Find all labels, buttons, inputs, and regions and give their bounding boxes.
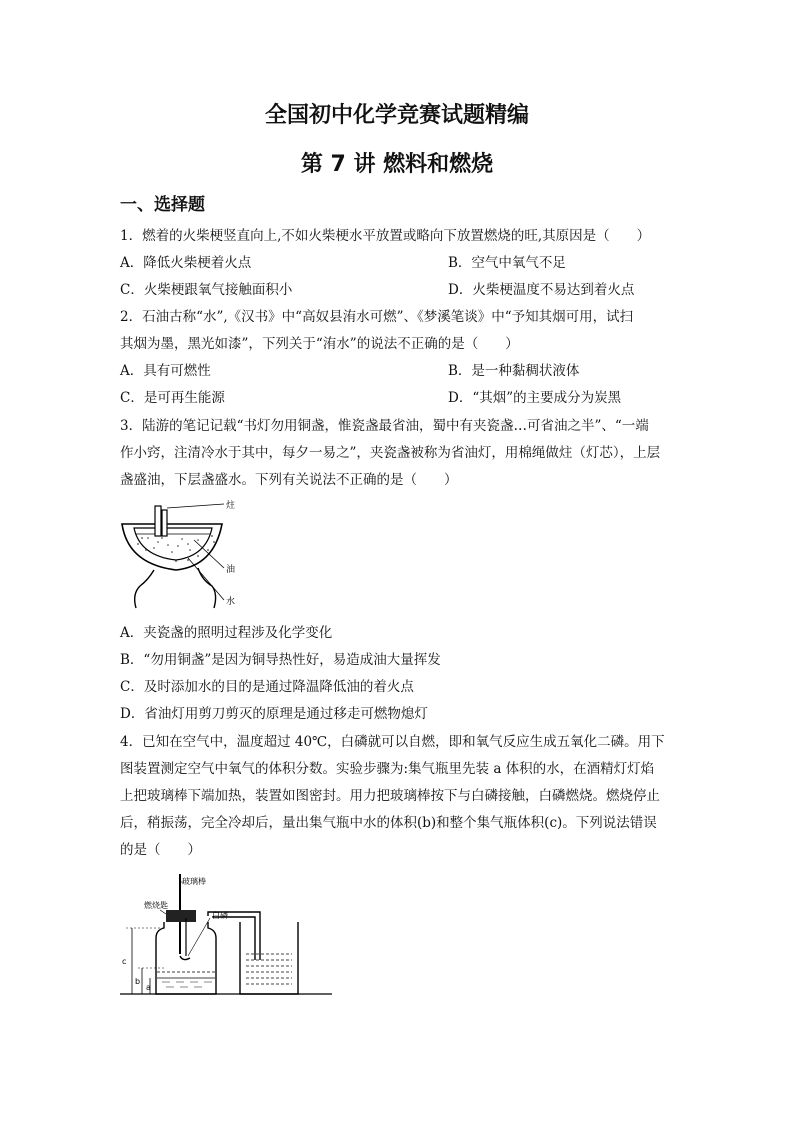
question-3-option-b: B．“勿用铜盏”是因为铜导热性好，易造成油大量挥发: [120, 652, 441, 668]
question-4-stem-line: 的是（ ）: [120, 842, 201, 858]
figure-label-a: a: [146, 983, 151, 992]
figure-label-combustion-spoon: 燃烧匙: [144, 901, 168, 910]
oil-lamp-figure: [118, 498, 248, 610]
figure-label-wick: 炷: [226, 501, 236, 511]
figure-label-glass-rod: 玻璃棒: [182, 877, 206, 886]
question-3-option-d: D．省油灯用剪刀剪灭的原理是通过移走可燃物熄灯: [120, 706, 428, 722]
question-3-option-c: C．及时添加水的目的是通过降温降低油的着火点: [120, 679, 414, 695]
question-1-stem: 1．燃着的火柴梗竖直向上,不如火柴梗水平放置或略向下放置燃烧的旺,其原因是（ ）: [120, 228, 651, 244]
question-1-option-b: B．空气中氧气不足: [448, 255, 566, 271]
question-2-stem-line: 其烟为墨，黑光如漆”，下列关于“洧水”的说法不正确的是（ ）: [120, 336, 519, 352]
question-4-stem-line: 图装置测定空气中氧气的体积分数。实验步骤为:集气瓶里先装 a 体积的水，在酒精灯灯焰: [120, 761, 655, 777]
question-4-stem-line: 4．已知在空气中，温度超过 40℃，白磷就可以自燃，即和氧气反应生成五氧化二磷。用下: [120, 734, 665, 750]
page-title: 全国初中化学竞赛试题精编: [264, 103, 529, 128]
question-2-stem-line: 2．石油古称“水”,《汉书》中“高奴县洧水可燃”、《梦溪笔谈》中“予知其烟可用，试扫: [120, 309, 634, 325]
question-2-option-c: C．是可再生能源: [120, 390, 225, 406]
section-heading: 一、选择题: [120, 195, 205, 215]
question-4-stem-line: 上把玻璃棒下端加热，装置如图密封。用力把玻璃棒按下与白磷接触，白磷燃烧。燃烧停止: [120, 788, 660, 804]
question-3-option-a: A．夹瓷盏的照明过程涉及化学变化: [120, 625, 333, 641]
question-3-stem-line: 作小窍，注清冷水于其中，每夕一易之”，夹瓷盏被称为省油灯，用棉绳做炷（灯芯），上层: [120, 445, 661, 461]
question-3-stem-line: 盏盛油，下层盏盛水。下列有关说法不正确的是（ ）: [120, 472, 458, 488]
figure-label-white-phosphorus: 白磷: [212, 911, 228, 920]
figure-label-c: c: [122, 957, 127, 966]
question-1-option-a: A．降低火柴梗着火点: [120, 255, 252, 271]
figure-label-oil: 油: [226, 565, 236, 575]
question-4-stem-line: 后，稍振荡，完全冷却后，量出集气瓶中水的体积(b)和整个集气瓶体积(c)。下列说法错误: [120, 815, 657, 831]
figure-label-water: 水: [226, 597, 236, 607]
phosphorus-apparatus-figure: [120, 872, 340, 998]
lecture-subtitle: 第 7 讲 燃料和燃烧: [300, 152, 494, 177]
question-3-stem-line: 3．陆游的笔记记载“书灯勿用铜盏，惟瓷盏最省油，蜀中有夹瓷盏…可省油之半”、“一端: [120, 418, 649, 434]
question-2-option-d: D．“其烟”的主要成分为炭黑: [448, 390, 622, 406]
question-1-option-c: C．火柴梗跟氧气接触面积小: [120, 282, 293, 298]
question-1-option-d: D．火柴梗温度不易达到着火点: [448, 282, 635, 298]
question-2-option-b: B．是一种黏稠状液体: [448, 363, 580, 379]
figure-label-b: b: [135, 977, 141, 986]
question-2-option-a: A．具有可燃性: [120, 363, 211, 379]
